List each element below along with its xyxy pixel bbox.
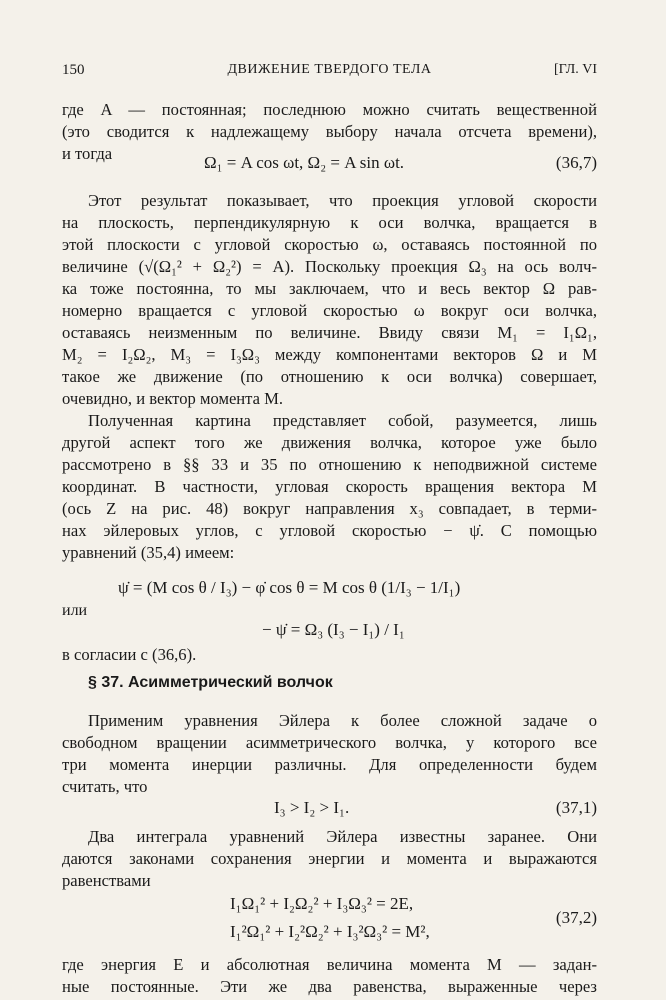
text-line: (ось Z на рис. 48) вокруг направления x₃ совпадает, в терми-: [62, 499, 597, 518]
text-line: очевидно, и вектор момента M.: [62, 389, 284, 408]
equation-body: ψ̇ = (M cos θ / I₃) − φ̇ cos θ = M cos θ (1/I₃ − 1/I₁): [118, 578, 461, 597]
text-line: величине (√(Ω₁² + Ω₂²) = A). Поскольку проекция Ω₃ на ось волч-: [62, 257, 597, 276]
equation-number: (36,7): [555, 153, 597, 172]
equation-line-1: I₁Ω₁² + I₂Ω₂² + I₃Ω₃² = 2E,: [230, 894, 414, 913]
text-line: Два интеграла уравнений Эйлера известны заранее. Они: [88, 827, 597, 846]
text-line: Полученная картина представляет собой, разумеется, лишь: [88, 411, 597, 430]
equation-line-2: I₁²Ω₁² + I₂²Ω₂² + I₃²Ω₃² = M²,: [230, 922, 430, 941]
text-line: другой аспект того же движения волчка, которое уже было: [62, 433, 597, 452]
text-line: Этот результат показывает, что проекция угловой скорости: [88, 191, 597, 210]
text-line: такое же движение (по отношению к оси волчка) совершает,: [62, 367, 597, 386]
text-line: в согласии с (36,6).: [62, 645, 197, 664]
text-line: или: [62, 602, 88, 619]
text-line: этой плоскости с угловой скоростью ω, оставаясь постоянной по: [62, 235, 597, 254]
equation-body: Ω₁ = A cos ωt, Ω₂ = A sin ωt.: [204, 153, 405, 172]
text-line: рассмотрено в §§ 33 и 35 по отношению к неподвижной системе: [62, 455, 597, 474]
text-line: (это сводится к надлежащему выбору начала отсчета времени),: [62, 122, 597, 141]
text-line: свободном вращении асимметрического волчка, у которого все: [62, 733, 597, 752]
text-line: и тогда: [62, 144, 113, 163]
equation-body: I₃ > I₂ > I₁.: [274, 798, 350, 817]
running-title: ДВИЖЕНИЕ ТВЕРДОГО ТЕЛА: [227, 62, 432, 77]
section-heading: § 37. Асимметрический волчок: [88, 674, 333, 691]
text-line: считать, что: [62, 777, 148, 796]
equation-number: (37,2): [555, 908, 597, 927]
text-line: нах эйлеровых углов, с угловой скоростью − ψ̇. С помощью: [62, 521, 597, 540]
text-line: ка тоже постоянна, то мы заключаем, что и весь вектор Ω рав-: [62, 279, 597, 298]
text-line: номерно вращается с угловой скоростью ω вокруг оси волчка,: [62, 301, 597, 320]
text-line: оставаясь неизменным по величине. Ввиду связи M₁ = I₁Ω₁,: [62, 323, 597, 342]
text-line: где A — постоянная; последнюю можно считать вещественной: [62, 100, 597, 119]
text-line: Применим уравнения Эйлера к более сложной задаче о: [88, 711, 597, 730]
text-line: где энергия E и абсолютная величина момента M — задан-: [62, 955, 597, 974]
text-line: на плоскость, перпендикулярную к оси волчка, вращается в: [62, 213, 597, 232]
page-number: 150: [62, 62, 85, 78]
text-line: ные постоянные. Эти же два равенства, выраженные через: [62, 977, 597, 996]
text-line: даются законами сохранения энергии и момента и выражаются: [62, 849, 597, 868]
text-line: равенствами: [62, 871, 151, 890]
equation-number: (37,1): [555, 798, 597, 817]
running-header: [62, 62, 597, 84]
text-line: координат. В частности, угловая скорость вращения вектора M: [62, 477, 597, 496]
text-line: три момента инерции различны. Для определенности будем: [62, 755, 597, 774]
chapter-marker: [ГЛ. VI: [554, 62, 597, 77]
equation-body: − ψ̇ = Ω₃ (I₃ − I₁) / I₁: [262, 620, 405, 639]
text-line: уравнений (35,4) имеем:: [62, 543, 235, 562]
text-line: M₂ = I₂Ω₂, M₃ = I₃Ω₃ между компонентами векторов Ω и M: [62, 345, 597, 364]
